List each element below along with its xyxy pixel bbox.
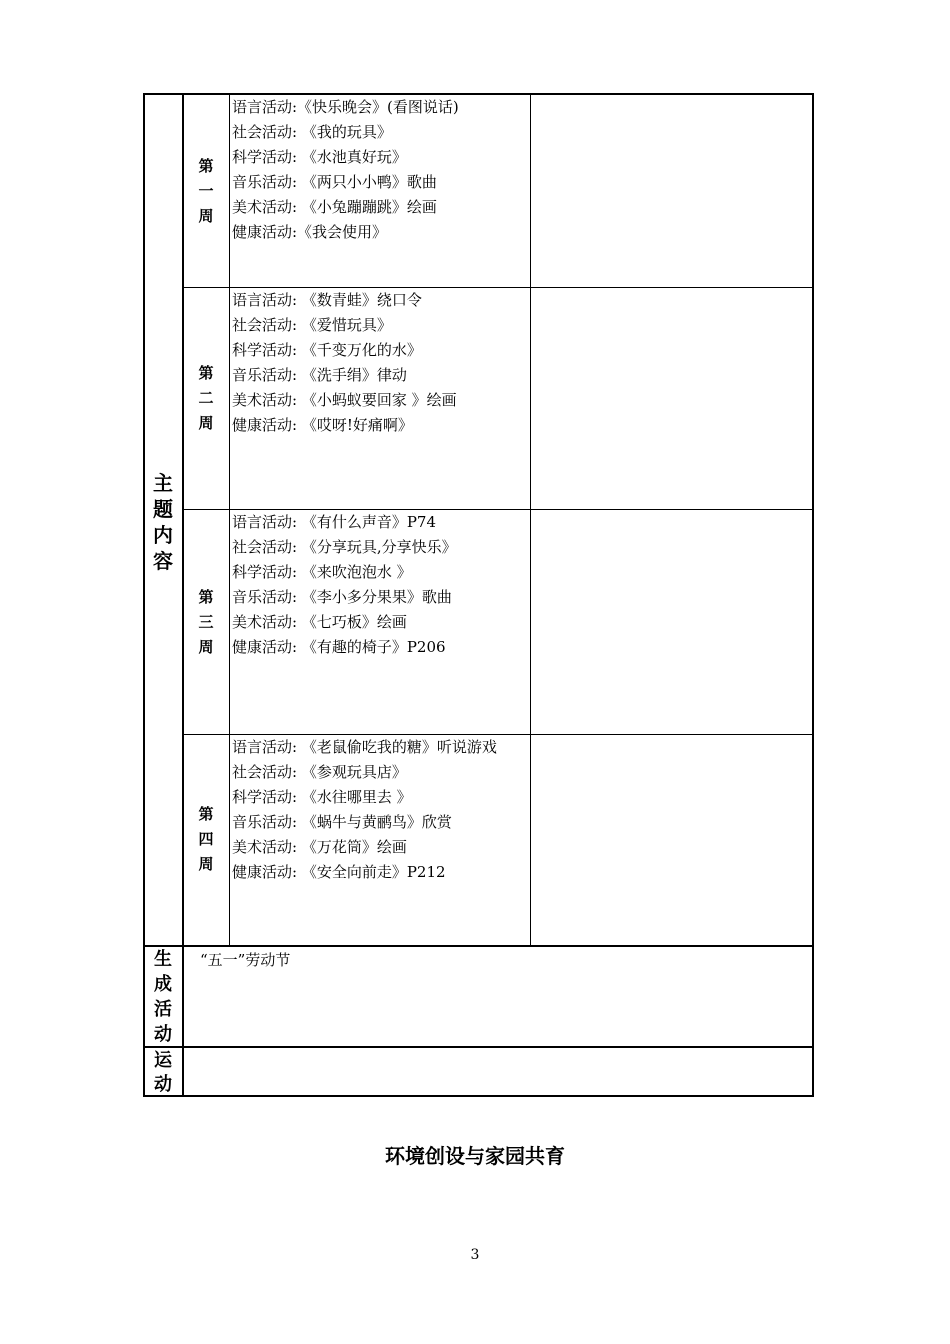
divider (530, 93, 531, 945)
activity-item: 科学活动: 《水往哪里去 》 (232, 788, 412, 806)
activity-item: 音乐活动: 《蜗牛与黄鹂鸟》欣赏 (232, 813, 452, 831)
theme-char: 内 (153, 523, 173, 547)
section-title: 环境创设与家园共育 (385, 1144, 565, 1168)
week-2-activities (232, 288, 457, 438)
week-label-4: 第 四 周 (198, 805, 214, 873)
activity-item: 科学活动: 《来吹泡泡水 》 (232, 563, 412, 581)
generated-activity-text: “五一”劳动节 (200, 951, 291, 969)
activity-item: 社会活动: 《爱惜玩具》 (232, 316, 392, 334)
theme-char: 容 (153, 549, 173, 573)
divider (229, 93, 230, 945)
activity-item: 美术活动: 《万花筒》绘画 (232, 838, 407, 856)
week-1-activities (232, 95, 459, 245)
activity-item: 健康活动: 《安全向前走》P212 (232, 863, 446, 881)
theme-char: 主 (153, 471, 173, 495)
week-3-activities (232, 510, 457, 660)
activity-item: 社会活动: 《分享玩具,分享快乐》 (232, 538, 457, 556)
activity-item: 音乐活动: 《李小多分果果》歌曲 (232, 588, 452, 606)
activity-item: 科学活动: 《千变万化的水》 (232, 341, 422, 359)
activity-item: 语言活动:《快乐晚会》(看图说话) (232, 98, 459, 116)
divider (143, 1046, 814, 1048)
week-label-3: 第 三 周 (198, 588, 214, 656)
sports-label: 运 动 (154, 1050, 172, 1095)
activity-item: 科学活动: 《水池真好玩》 (232, 148, 407, 166)
activity-item: 语言活动: 《有什么声音》P74 (232, 513, 437, 531)
activity-item: 美术活动: 《七巧板》绘画 (232, 613, 407, 631)
activity-item: 健康活动: 《哎呀!好痛啊》 (232, 416, 413, 434)
week-label-2: 第 二 周 (198, 364, 214, 432)
theme-char: 题 (153, 497, 173, 521)
theme-content-label (144, 470, 182, 574)
activity-item: 语言活动: 《老鼠偷吃我的糖》听说游戏 (232, 738, 497, 756)
activity-item: 音乐活动: 《洗手绢》律动 (232, 366, 407, 384)
generated-activity-label: 生 成 活 动 (154, 949, 172, 1045)
activity-item: 健康活动: 《有趣的椅子》P206 (232, 638, 446, 656)
activity-item: 美术活动: 《小兔蹦蹦跳》绘画 (232, 198, 437, 216)
activity-item: 社会活动: 《我的玩具》 (232, 123, 392, 141)
page-number: 3 (470, 1247, 480, 1263)
week-4-activities (232, 735, 497, 885)
activity-item: 健康活动:《我会使用》 (232, 223, 388, 241)
activity-item: 音乐活动: 《两只小小鸭》歌曲 (232, 173, 437, 191)
divider (143, 945, 814, 947)
week-label-1: 第 一 周 (198, 157, 214, 225)
activity-item: 语言活动: 《数青蛙》绕口令 (232, 291, 422, 309)
activity-item: 社会活动: 《参观玩具店》 (232, 763, 407, 781)
activity-item: 美术活动: 《小蚂蚁要回家 》绘画 (232, 391, 457, 409)
